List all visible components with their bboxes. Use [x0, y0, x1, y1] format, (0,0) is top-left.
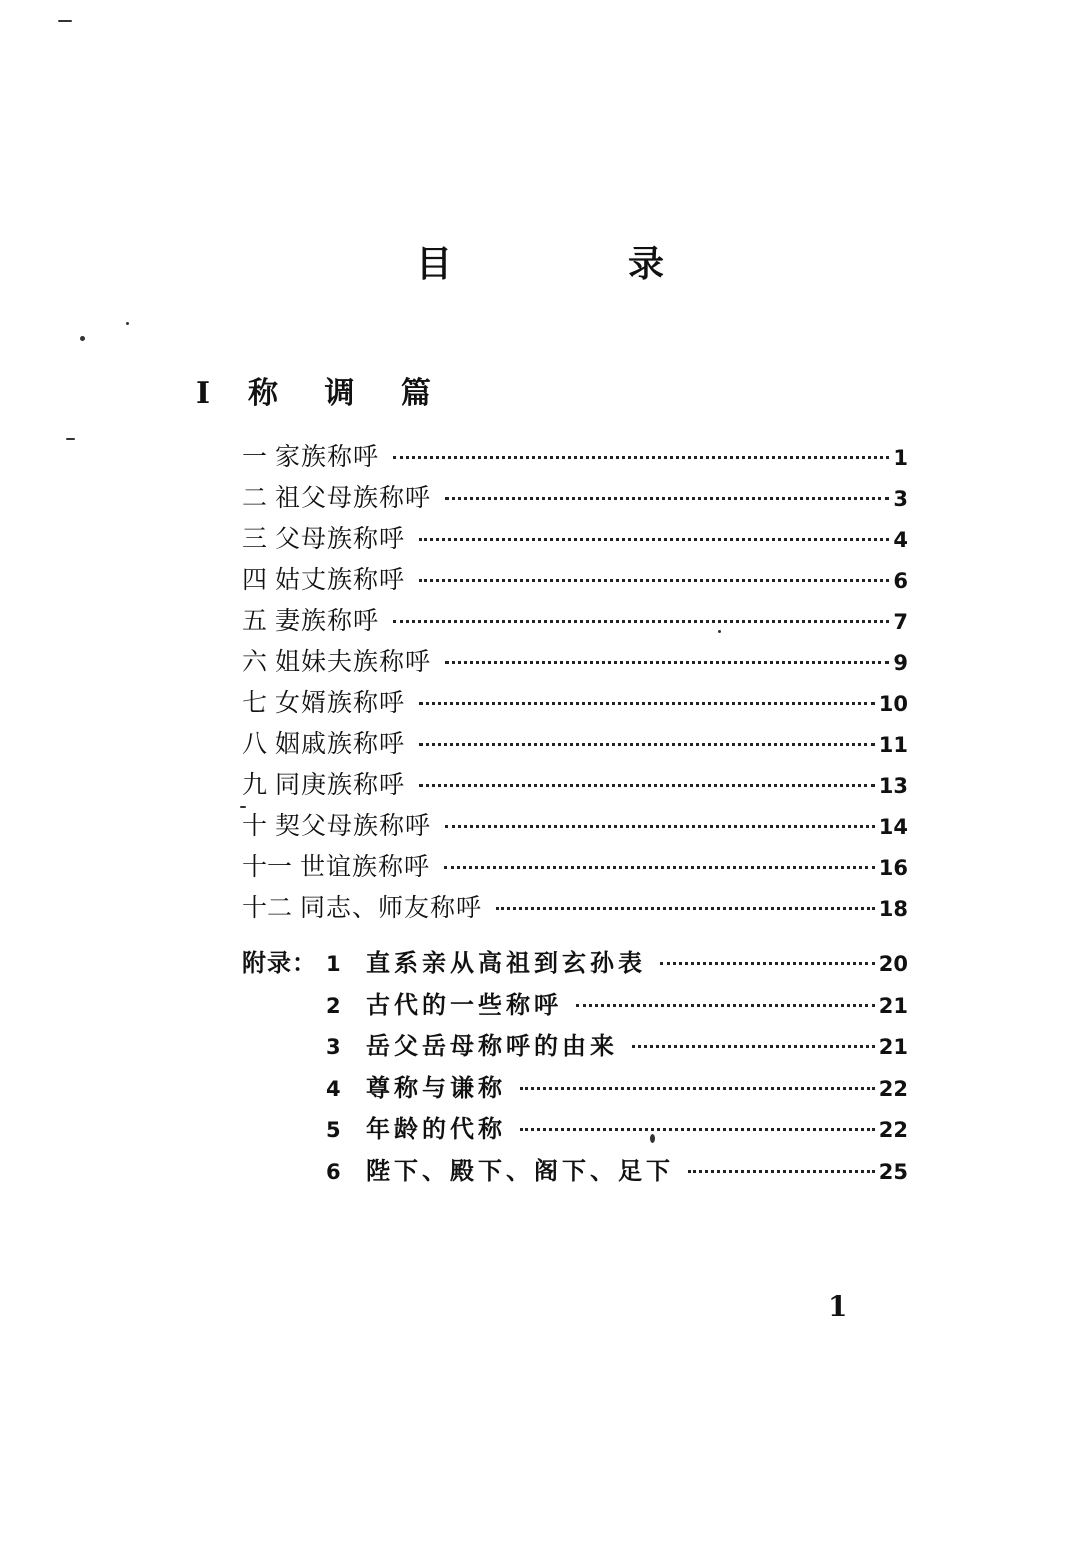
page-title: 目 录 — [415, 243, 734, 285]
toc-entry[interactable] — [242, 847, 908, 888]
toc-entry-title: 世谊族称呼 — [300, 852, 431, 881]
dot-leader — [419, 579, 889, 582]
scan-speck — [240, 806, 246, 808]
dot-leader — [445, 497, 889, 500]
toc-entry-page: 11 — [878, 733, 908, 757]
part-number: I — [196, 376, 211, 411]
appendix-entry[interactable] — [242, 1109, 908, 1151]
dot-leader — [688, 1170, 875, 1173]
toc-entry-page: 1 — [893, 446, 908, 470]
part-title: 称 调 篇 — [248, 376, 449, 411]
appendix-entry[interactable] — [242, 1151, 908, 1193]
appendix-entry-number: 6 — [326, 1159, 341, 1184]
toc-entry[interactable] — [242, 806, 908, 847]
page-number: 1 — [828, 1290, 848, 1323]
toc-entry-title: 同志、师友称呼 — [300, 893, 483, 922]
toc-entry-title: 姐妹夫族称呼 — [275, 647, 432, 676]
dot-leader — [419, 784, 875, 787]
toc-entry[interactable] — [242, 765, 908, 806]
appendix-entry-title: 陛下、殿下、阁下、足下 — [366, 1155, 674, 1185]
toc-entry-page: 7 — [893, 610, 908, 634]
scan-speck — [80, 336, 85, 341]
toc-entry-title: 姻戚族称呼 — [275, 729, 406, 758]
appendix-entry-page: 22 — [878, 1118, 908, 1143]
appendix-entry-page: 25 — [878, 1159, 908, 1184]
toc-entry-title: 父母族称呼 — [275, 524, 406, 553]
dot-leader — [520, 1087, 875, 1090]
toc-entry-page: 3 — [893, 487, 908, 511]
toc-entry[interactable] — [242, 724, 908, 765]
scan-speck — [650, 1134, 655, 1143]
toc-entry-title: 家族称呼 — [275, 442, 380, 471]
toc-list — [242, 437, 908, 929]
scan-speck — [66, 438, 75, 440]
appendix-entry-page: 20 — [878, 952, 908, 976]
appendix-label: 附录： — [242, 948, 317, 977]
appendix-entry-number: 4 — [326, 1076, 341, 1101]
dot-leader — [393, 456, 889, 459]
dot-leader — [576, 1004, 875, 1007]
scan-speck — [58, 20, 72, 22]
appendix-entry-page: 21 — [878, 993, 908, 1018]
toc-entry-title: 姑丈族称呼 — [275, 565, 406, 594]
toc-entry[interactable] — [242, 519, 908, 560]
toc-entry-title: 同庚族称呼 — [275, 770, 406, 799]
appendix-entry-number: 5 — [326, 1118, 341, 1143]
appendix-entry-number: 3 — [326, 1035, 341, 1060]
toc-entry-number: 五 — [242, 606, 268, 635]
dot-leader — [445, 661, 889, 664]
toc-entry-title: 祖父母族称呼 — [275, 483, 432, 512]
toc-entry[interactable] — [242, 683, 908, 724]
toc-entry[interactable] — [242, 560, 908, 601]
scan-speck — [718, 630, 721, 633]
toc-entry-page: 16 — [878, 856, 908, 880]
toc-entry[interactable] — [242, 888, 908, 929]
dot-leader — [419, 743, 875, 746]
toc-entry-number: 九 — [242, 770, 268, 799]
toc-entry[interactable] — [242, 478, 908, 519]
dot-leader — [419, 538, 889, 541]
appendix-entry-title: 尊称与谦称 — [366, 1072, 506, 1102]
appendix-entry-number: 1 — [326, 952, 341, 976]
toc-entry[interactable] — [242, 642, 908, 683]
toc-entry-number: 四 — [242, 565, 268, 594]
appendix-entry-title: 直系亲从高祖到玄孙表 — [366, 948, 646, 977]
toc-entry-title: 女婿族称呼 — [275, 688, 406, 717]
appendix-list — [242, 943, 908, 1193]
toc-entry-number: 七 — [242, 688, 268, 717]
dot-leader — [632, 1045, 875, 1048]
toc-entry-page: 13 — [878, 774, 908, 798]
appendix-entry-page: 22 — [878, 1076, 908, 1101]
toc-entry-page: 9 — [893, 651, 908, 675]
appendix-entry-title: 年龄的代称 — [366, 1114, 506, 1144]
toc-entry-number: 二 — [242, 483, 268, 512]
toc-entry-title: 妻族称呼 — [275, 606, 380, 635]
appendix-entry[interactable] — [242, 985, 908, 1027]
toc-entry-number: 十一 — [242, 852, 293, 881]
toc-entry-title: 契父母族称呼 — [275, 811, 432, 840]
dot-leader — [520, 1128, 875, 1131]
toc-entry[interactable] — [242, 437, 908, 478]
appendix-entry-page: 21 — [878, 1035, 908, 1060]
toc-entry-page: 18 — [878, 897, 908, 921]
toc-entry-page: 4 — [893, 528, 908, 552]
toc-entry-page: 14 — [878, 815, 908, 839]
dot-leader — [393, 620, 889, 623]
appendix-entry-title: 古代的一些称呼 — [366, 989, 562, 1019]
toc-entry-page: 6 — [893, 569, 908, 593]
toc-entry[interactable] — [242, 601, 908, 642]
toc-entry-number: 一 — [242, 442, 268, 471]
toc-entry-number: 十二 — [242, 893, 293, 922]
dot-leader — [496, 907, 875, 910]
dot-leader — [445, 825, 875, 828]
appendix-entry-number: 2 — [326, 993, 341, 1018]
toc-entry-number: 十 — [242, 811, 268, 840]
toc-entry-number: 六 — [242, 647, 268, 676]
scan-speck — [126, 322, 129, 325]
dot-leader — [660, 962, 875, 965]
toc-entry-page: 10 — [878, 692, 908, 716]
toc-entry-number: 八 — [242, 729, 268, 758]
appendix-entry[interactable] — [242, 1026, 908, 1068]
appendix-entry[interactable] — [242, 943, 908, 985]
toc-entry-number: 三 — [242, 524, 268, 553]
part-heading — [196, 368, 449, 412]
appendix-entry-title: 岳父岳母称呼的由来 — [366, 1031, 618, 1061]
dot-leader — [444, 866, 875, 869]
appendix-entry[interactable] — [242, 1068, 908, 1110]
dot-leader — [419, 702, 875, 705]
